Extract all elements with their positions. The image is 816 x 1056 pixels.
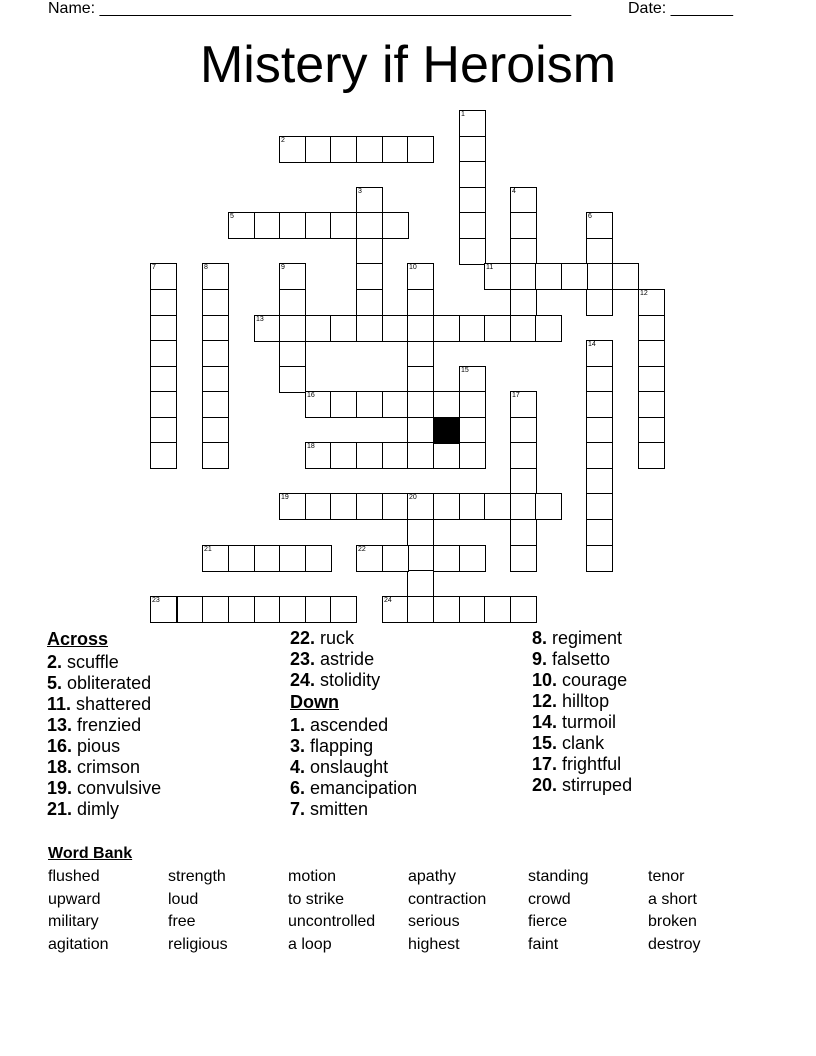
clue-number-label: 2	[281, 137, 285, 144]
clue-item	[532, 649, 632, 670]
grid-cell[interactable]	[510, 519, 537, 546]
clues-column-3	[532, 628, 632, 796]
clue-item	[532, 712, 632, 733]
grid-cell[interactable]	[305, 545, 332, 572]
word-bank-item: military	[48, 913, 99, 930]
grid-cell[interactable]	[279, 315, 306, 342]
grid-cell[interactable]	[202, 391, 229, 418]
clue-text: clank	[562, 733, 605, 753]
clue-number: 18.	[47, 757, 73, 777]
word-bank-item: standing	[528, 868, 589, 885]
grid-cell[interactable]	[638, 442, 665, 469]
clue-text: convulsive	[77, 778, 162, 798]
grid-cell[interactable]	[510, 545, 537, 572]
clue-number-label: 20	[409, 494, 417, 501]
clue-number-label: 12	[640, 290, 648, 297]
grid-cell[interactable]	[407, 391, 434, 418]
grid-cell[interactable]	[330, 442, 357, 469]
clue-text: onslaught	[310, 757, 389, 777]
grid-cell[interactable]	[535, 263, 562, 290]
word-bank-item: contraction	[408, 891, 487, 908]
clue-text: courage	[562, 670, 628, 690]
grid-cell[interactable]	[510, 315, 537, 342]
clue-number-label: 8	[204, 264, 208, 271]
grid-cell[interactable]	[202, 289, 229, 316]
clue-text: falsetto	[552, 649, 611, 669]
clue-number: 21.	[47, 799, 73, 819]
clue-number: 17.	[532, 754, 558, 774]
grid-cell[interactable]	[433, 442, 460, 469]
grid-cell[interactable]	[356, 238, 383, 265]
clue-text: stolidity	[320, 670, 381, 690]
grid-cell[interactable]	[459, 545, 486, 572]
grid-cell[interactable]	[382, 493, 409, 520]
grid-cell[interactable]	[586, 493, 613, 520]
grid-cell[interactable]	[433, 545, 460, 572]
clue-number: 11.	[47, 694, 72, 714]
clue-number-label: 23	[152, 597, 160, 604]
grid-cell[interactable]	[459, 187, 486, 214]
grid-cell[interactable]	[279, 545, 306, 572]
grid-cell[interactable]	[407, 289, 434, 316]
grid-cell[interactable]	[356, 212, 383, 239]
clue-number: 8.	[532, 628, 548, 648]
word-bank-item: a loop	[288, 936, 332, 953]
clue-item	[290, 715, 417, 736]
clue-number: 1.	[290, 715, 306, 735]
clue-number-label: 22	[358, 546, 366, 553]
clue-text: dimly	[77, 799, 120, 819]
grid-cell[interactable]	[382, 391, 409, 418]
clue-number-label: 9	[281, 264, 285, 271]
grid-cell[interactable]	[254, 596, 281, 623]
grid-cell[interactable]	[150, 442, 177, 469]
word-bank-item: flushed	[48, 868, 100, 885]
grid-cell[interactable]	[356, 391, 383, 418]
clue-text: stirruped	[562, 775, 633, 795]
word-bank-item: to strike	[288, 891, 345, 908]
grid-cell[interactable]	[510, 442, 537, 469]
clue-item	[532, 754, 632, 775]
grid-cell[interactable]	[305, 212, 332, 239]
grid-cell[interactable]	[177, 596, 204, 623]
clue-text: frenzied	[77, 715, 142, 735]
grid-cell[interactable]	[382, 442, 409, 469]
grid-cell[interactable]	[459, 493, 486, 520]
grid-cell[interactable]	[586, 289, 613, 316]
clue-text: ruck	[320, 628, 355, 648]
name-field-line: Name: _____________________________________________________	[48, 0, 572, 17]
clue-item	[290, 670, 417, 691]
word-bank-item: highest	[408, 936, 460, 953]
grid-cell[interactable]	[382, 212, 409, 239]
clue-number-label: 5	[230, 213, 234, 220]
grid-cell[interactable]	[535, 315, 562, 342]
grid-cell[interactable]	[586, 238, 613, 265]
clue-number: 23.	[290, 649, 316, 669]
clue-number: 10.	[532, 670, 558, 690]
clue-number: 24.	[290, 670, 316, 690]
grid-cell[interactable]	[382, 545, 409, 572]
grid-cell[interactable]	[586, 545, 613, 572]
grid-cell[interactable]	[407, 417, 434, 444]
grid-cell[interactable]	[510, 289, 537, 316]
clue-number: 22.	[290, 628, 316, 648]
grid-cell[interactable]	[638, 315, 665, 342]
grid-cell[interactable]	[279, 596, 306, 623]
grid-cell[interactable]	[150, 315, 177, 342]
clue-text: ascended	[310, 715, 389, 735]
clue-number: 5.	[47, 673, 63, 693]
clue-text: regiment	[552, 628, 623, 648]
clue-number: 3.	[290, 736, 306, 756]
clue-text: turmoil	[562, 712, 617, 732]
clue-number-label: 3	[358, 188, 362, 195]
grid-cell[interactable]	[330, 493, 357, 520]
clue-number-label: 1	[461, 111, 465, 118]
clue-text: hilltop	[562, 691, 610, 711]
grid-cell[interactable]	[407, 519, 434, 546]
clue-item	[290, 736, 417, 757]
grid-cell[interactable]	[202, 417, 229, 444]
clue-number: 9.	[532, 649, 548, 669]
grid-cell[interactable]	[586, 366, 613, 393]
clue-number: 16.	[47, 736, 73, 756]
grid-cell[interactable]	[150, 289, 177, 316]
grid-cell[interactable]	[586, 442, 613, 469]
grid-cell[interactable]	[459, 442, 486, 469]
clue-item	[532, 733, 632, 754]
grid-cell[interactable]	[150, 417, 177, 444]
grid-cell[interactable]	[279, 289, 306, 316]
grid-cell[interactable]	[484, 315, 511, 342]
grid-cell[interactable]	[510, 468, 537, 495]
word-bank-item: faint	[528, 936, 559, 953]
grid-cell[interactable]	[254, 212, 281, 239]
grid-cell[interactable]	[202, 596, 229, 623]
word-bank-item: motion	[288, 868, 337, 885]
clue-number-label: 16	[307, 392, 315, 399]
clue-item	[47, 736, 161, 757]
grid-cell[interactable]	[510, 238, 537, 265]
grid-cell[interactable]	[586, 468, 613, 495]
grid-cell[interactable]	[510, 263, 537, 290]
grid-cell[interactable]	[484, 493, 511, 520]
word-bank-item: destroy	[648, 936, 701, 953]
grid-cell[interactable]	[330, 315, 357, 342]
clue-number: 4.	[290, 757, 306, 777]
grid-cell[interactable]	[356, 289, 383, 316]
word-bank-item: uncontrolled	[288, 913, 376, 930]
grid-cell[interactable]	[382, 315, 409, 342]
grid-cell[interactable]	[433, 391, 460, 418]
grid-cell[interactable]	[407, 545, 434, 572]
clue-item	[532, 670, 632, 691]
clue-item	[532, 691, 632, 712]
across-heading: Across	[47, 629, 109, 649]
clue-text: obliterated	[67, 673, 152, 693]
clue-number: 12.	[532, 691, 558, 711]
clue-number-label: 18	[307, 443, 315, 450]
clue-number-label: 17	[512, 392, 520, 399]
grid-cell[interactable]	[510, 212, 537, 239]
clue-item	[47, 715, 161, 736]
grid-cell[interactable]	[279, 366, 306, 393]
clue-text: scuffle	[67, 652, 119, 672]
grid-cell[interactable]	[561, 263, 588, 290]
clue-item	[290, 757, 417, 778]
clue-item	[47, 694, 161, 715]
clue-number: 19.	[47, 778, 73, 798]
word-bank-item: crowd	[528, 891, 571, 908]
clue-number: 14.	[532, 712, 558, 732]
clue-text: flapping	[310, 736, 374, 756]
clue-number: 20.	[532, 775, 558, 795]
clue-number: 2.	[47, 652, 63, 672]
clue-item	[532, 775, 632, 796]
grid-cell[interactable]	[202, 442, 229, 469]
grid-cell[interactable]	[484, 596, 511, 623]
grid-cell[interactable]	[459, 136, 486, 163]
grid-cell[interactable]	[150, 366, 177, 393]
clue-item	[47, 652, 161, 673]
grid-cell[interactable]	[510, 417, 537, 444]
clue-item	[532, 628, 632, 649]
clues-column-2	[290, 628, 417, 820]
clue-number: 15.	[532, 733, 558, 753]
clue-text: pious	[77, 736, 121, 756]
grid-cell[interactable]	[638, 366, 665, 393]
clue-number-label: 14	[588, 341, 596, 348]
grid-cell[interactable]	[638, 417, 665, 444]
down-heading: Down	[290, 692, 339, 712]
word-bank-item: agitation	[48, 936, 109, 953]
grid-cell[interactable]	[279, 212, 306, 239]
grid-cell[interactable]	[407, 366, 434, 393]
grid-cell[interactable]	[407, 136, 434, 163]
word-bank-heading: Word Bank	[48, 845, 133, 862]
blocked-cell	[433, 417, 460, 444]
clues-column-1	[47, 628, 161, 820]
word-bank-item: apathy	[408, 868, 457, 885]
grid-cell[interactable]	[459, 238, 486, 265]
grid-cell[interactable]	[305, 596, 332, 623]
grid-cell[interactable]	[407, 442, 434, 469]
clue-number-label: 4	[512, 188, 516, 195]
grid-cell[interactable]	[612, 263, 639, 290]
grid-cell[interactable]	[459, 417, 486, 444]
clue-text: astride	[320, 649, 375, 669]
word-bank-item: a short	[648, 891, 697, 908]
grid-cell[interactable]	[510, 596, 537, 623]
grid-cell[interactable]	[586, 519, 613, 546]
grid-cell[interactable]	[433, 596, 460, 623]
grid-cell[interactable]	[382, 136, 409, 163]
grid-cell[interactable]	[150, 391, 177, 418]
grid-cell[interactable]	[330, 391, 357, 418]
grid-cell[interactable]	[150, 340, 177, 367]
grid-cell[interactable]	[459, 315, 486, 342]
clue-item	[290, 649, 417, 670]
grid-cell[interactable]	[330, 212, 357, 239]
grid-cell[interactable]	[356, 263, 383, 290]
clue-text: shattered	[76, 694, 152, 714]
clue-item	[47, 778, 161, 799]
grid-cell[interactable]	[510, 493, 537, 520]
grid-cell[interactable]	[407, 340, 434, 367]
clue-number-label: 7	[152, 264, 156, 271]
word-bank-item: free	[168, 913, 196, 930]
clue-text: frightful	[562, 754, 622, 774]
clue-number: 7.	[290, 799, 306, 819]
grid-cell[interactable]	[407, 570, 434, 597]
grid-cell[interactable]	[433, 315, 460, 342]
grid-cell[interactable]	[330, 136, 357, 163]
clue-item	[47, 757, 161, 778]
clue-text: smitten	[310, 799, 369, 819]
word-bank-item: tenor	[648, 868, 685, 885]
grid-cell[interactable]	[356, 315, 383, 342]
grid-cell[interactable]	[356, 493, 383, 520]
grid-cell[interactable]	[202, 340, 229, 367]
grid-cell[interactable]	[228, 596, 255, 623]
clue-item	[290, 778, 417, 799]
grid-cell[interactable]	[356, 442, 383, 469]
grid-cell[interactable]	[638, 391, 665, 418]
clue-text: emancipation	[310, 778, 418, 798]
grid-cell[interactable]	[459, 161, 486, 188]
grid-cell[interactable]	[535, 493, 562, 520]
clue-number: 13.	[47, 715, 73, 735]
clue-number-label: 6	[588, 213, 592, 220]
puzzle-title: Mistery if Heroism	[199, 36, 617, 94]
grid-cell[interactable]	[586, 391, 613, 418]
word-bank-item: religious	[168, 936, 228, 953]
clue-number-label: 11	[486, 264, 494, 271]
word-bank-item: serious	[408, 913, 460, 930]
grid-cell[interactable]	[638, 340, 665, 367]
clue-number-label: 15	[461, 367, 469, 374]
grid-cell[interactable]	[407, 596, 434, 623]
clue-number: 6.	[290, 778, 306, 798]
date-field-line: Date: _______	[628, 0, 733, 17]
word-bank-item: broken	[648, 913, 697, 930]
grid-cell[interactable]	[202, 366, 229, 393]
word-bank-item: upward	[48, 891, 101, 908]
grid-cell[interactable]	[279, 340, 306, 367]
word-bank-item: strength	[168, 868, 226, 885]
grid-cell[interactable]	[356, 136, 383, 163]
grid-cell[interactable]	[202, 315, 229, 342]
grid-cell[interactable]	[330, 596, 357, 623]
clue-number-label: 24	[384, 597, 392, 604]
grid-cell[interactable]	[228, 545, 255, 572]
grid-cell[interactable]	[305, 136, 332, 163]
word-bank-item: fierce	[528, 913, 568, 930]
clue-item	[290, 799, 417, 820]
clue-item	[290, 628, 417, 649]
grid-cell[interactable]	[459, 391, 486, 418]
clue-item	[47, 673, 161, 694]
word-bank-item: loud	[168, 891, 199, 908]
grid-cell[interactable]	[254, 545, 281, 572]
grid-cell[interactable]	[407, 315, 434, 342]
grid-cell[interactable]	[305, 493, 332, 520]
grid-cell[interactable]	[459, 596, 486, 623]
grid-cell[interactable]	[459, 212, 486, 239]
clue-item	[47, 799, 161, 820]
grid-cell[interactable]	[305, 315, 332, 342]
clue-number-label: 13	[256, 316, 264, 323]
grid-cell[interactable]	[586, 417, 613, 444]
clue-text: crimson	[77, 757, 141, 777]
grid-cell[interactable]	[433, 493, 460, 520]
clue-number-label: 19	[281, 494, 289, 501]
grid-cell[interactable]	[586, 263, 613, 290]
clue-number-label: 10	[409, 264, 417, 271]
clue-number-label: 21	[204, 546, 212, 553]
